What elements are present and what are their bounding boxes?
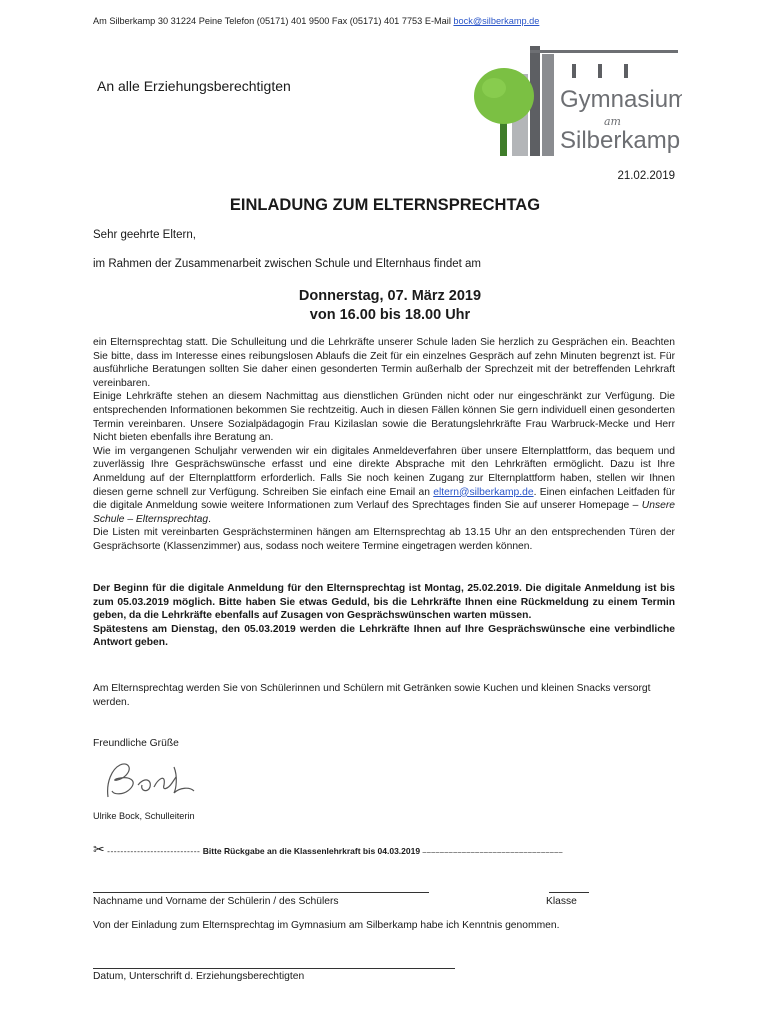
intro-text: im Rahmen der Zusammenarbeit zwischen Schule und Elternhaus findet am bbox=[93, 258, 481, 270]
guardian-signature-label: Datum, Unterschrift d. Erziehungsberechtigten bbox=[93, 971, 305, 982]
handwritten-signature bbox=[94, 757, 234, 805]
window-icon bbox=[572, 64, 576, 78]
building-wall-icon bbox=[542, 54, 554, 156]
logo-text-silberkamp: Silberkamp bbox=[560, 127, 681, 154]
body-paragraph: ein Elternsprechtag statt. Die Schulleitung und die Lehrkräfte unserer Schule laden Sie herzlich zu Gesprächen ein. Beachten Sie bitte, dass im Interesse eines reibungslosen Ablaufs die Zeit für ein einzelnes Gespräch auf zehn Minuten begrenzt ist. Für ausführliche Beratungen sollten Sie daher einen gesonderten Termin außerhalb der Sprechzeit mit der betreffenden Lehrkraft vereinbaren. bbox=[93, 337, 675, 389]
class-label: Klasse bbox=[546, 896, 577, 907]
body-paragraph: Die Listen mit vereinbarten Gesprächsterminen hängen am Elternsprechtag ab 13.15 Uhr an den entsprechenden Türen der Gesprächsorte (Klassenzimmer) aus, sodass noch weitere Termine eingetragen werden können. bbox=[93, 527, 675, 552]
letter-body bbox=[93, 336, 675, 554]
logo-text-gymnasium: Gymnasium bbox=[560, 86, 682, 113]
student-name-field[interactable] bbox=[93, 892, 429, 893]
homepage-path: Unsere Schule – Elternsprechtag bbox=[93, 500, 675, 525]
snacks-paragraph: Am Elternsprechtag werden Sie von Schülerinnen und Schülern mit Getränken sowie Kuchen und kleinen Snacks versorgt werden. bbox=[93, 683, 651, 708]
page-title: EINLADUNG ZUM ELTERNSPRECHTAG bbox=[229, 196, 541, 214]
notice-paragraph: Der Beginn für die digitale Anmeldung für den Elternsprechtag ist Montag, 25.02.2019. Die digitale Anmeldung ist bis zum 05.03.2019 möglich. Bitte haben Sie etwas Geduld, bis die Lehrkräfte Ihnen eine Rückmeldung zu einem Termin geben, da die Lehrkräfte ebenfalls auf Zusagen von Gesprächswünschen warten müssen. bbox=[93, 583, 675, 622]
recipient-line: An alle Erziehungsberechtigten bbox=[97, 78, 291, 94]
greeting: Sehr geehrte Eltern, bbox=[93, 229, 196, 241]
window-icon bbox=[624, 64, 628, 78]
class-field[interactable] bbox=[549, 892, 589, 893]
acknowledgement-text: Von der Einladung zum Elternsprechtag im Gymnasium am Silberkamp habe ich Kenntnis genommen. bbox=[93, 920, 560, 931]
letter-date: 21.02.2019 bbox=[617, 170, 675, 182]
body-paragraph: Einige Lehrkräfte stehen an diesem Nachmittag aus dienstlichen Gründen nicht oder nur eingeschränkt zur Verfügung. Die entsprechenden Informationen bekommen Sie rechtzeitig. Auch in diesen Fällen können Sie gern individuell einen gesonderten Termin vereinbaren. Unsere Sozialpädagogin Frau Kizilaslan sowie die Beratungslehrkräfte Frau Warbruck-Mecke und Herr Nicht bieten ebenfalls ihre Beratung an. bbox=[93, 391, 675, 444]
tree-crown-icon bbox=[474, 68, 534, 124]
event-time: von 16.00 bis 18.00 Uhr bbox=[309, 307, 471, 323]
important-notice bbox=[93, 582, 675, 650]
school-logo bbox=[472, 44, 682, 159]
logo-text-am: am bbox=[604, 115, 621, 128]
guardian-signature-field[interactable] bbox=[93, 968, 455, 969]
body-paragraph: Wie im vergangenen Schuljahr verwenden wir ein digitales Anmeldeverfahren über unsere Elternplattform, das bequem und zuverlässig Ihre Gesprächswünsche erfasst und eine direkte Absprache mit den Lehrkräften ermöglicht. Dazu ist Ihre Anmeldung auf der Elternplattform erforderlich. Falls Sie noch keinen Zugang zur Elternplattform haben, stellen wir Ihnen diesen gerne schnell zur Verfügung. Schreiben Sie einfach eine Email an eltern@silberkamp.de. Einen einfachen Leitfaden für die digitale Anmeldung sowie weitere Informationen zum Verlauf des Sprechtages finden Sie auf unserer Homepage – Unsere Schule – Elternsprechtag. bbox=[93, 445, 675, 525]
event-date: Donnerstag, 07. März 2019 bbox=[298, 288, 482, 304]
return-instruction: Bitte Rückgabe an die Klassenlehrkraft bis 04.03.2019 bbox=[202, 846, 421, 856]
cut-line bbox=[93, 842, 688, 858]
student-name-label: Nachname und Vorname der Schülerin / des Schülers bbox=[93, 896, 339, 907]
eltern-email-link[interactable]: eltern@silberkamp.de bbox=[433, 486, 534, 498]
header-email-link[interactable]: bock@silberkamp.de bbox=[453, 16, 540, 26]
signature-graphic bbox=[94, 757, 234, 805]
cut-dashes-left: ---------------------------- bbox=[107, 846, 201, 856]
letterhead-address bbox=[93, 16, 539, 26]
scissors-icon: ✂ bbox=[93, 842, 105, 858]
notice-paragraph: Spätestens am Dienstag, den 05.03.2019 werden die Lehrkräfte Ihnen auf Ihre Gesprächswünsche eine verbindliche Antwort geben. bbox=[93, 623, 675, 649]
cut-dashes-right: –––––––––––––––––––––––––––––––– bbox=[422, 849, 564, 856]
signer-name: Ulrike Bock, Schulleiterin bbox=[93, 811, 195, 821]
window-icon bbox=[598, 64, 602, 78]
school-logo-graphic bbox=[472, 44, 682, 159]
event-details bbox=[0, 287, 770, 325]
address-text: Am Silberkamp 30 31224 Peine Telefon (05171) 401 9500 Fax (05171) 401 7753 E-Mail bbox=[93, 16, 454, 26]
closing-phrase: Freundliche Grüße bbox=[93, 738, 179, 749]
building-roof-icon bbox=[530, 50, 678, 53]
